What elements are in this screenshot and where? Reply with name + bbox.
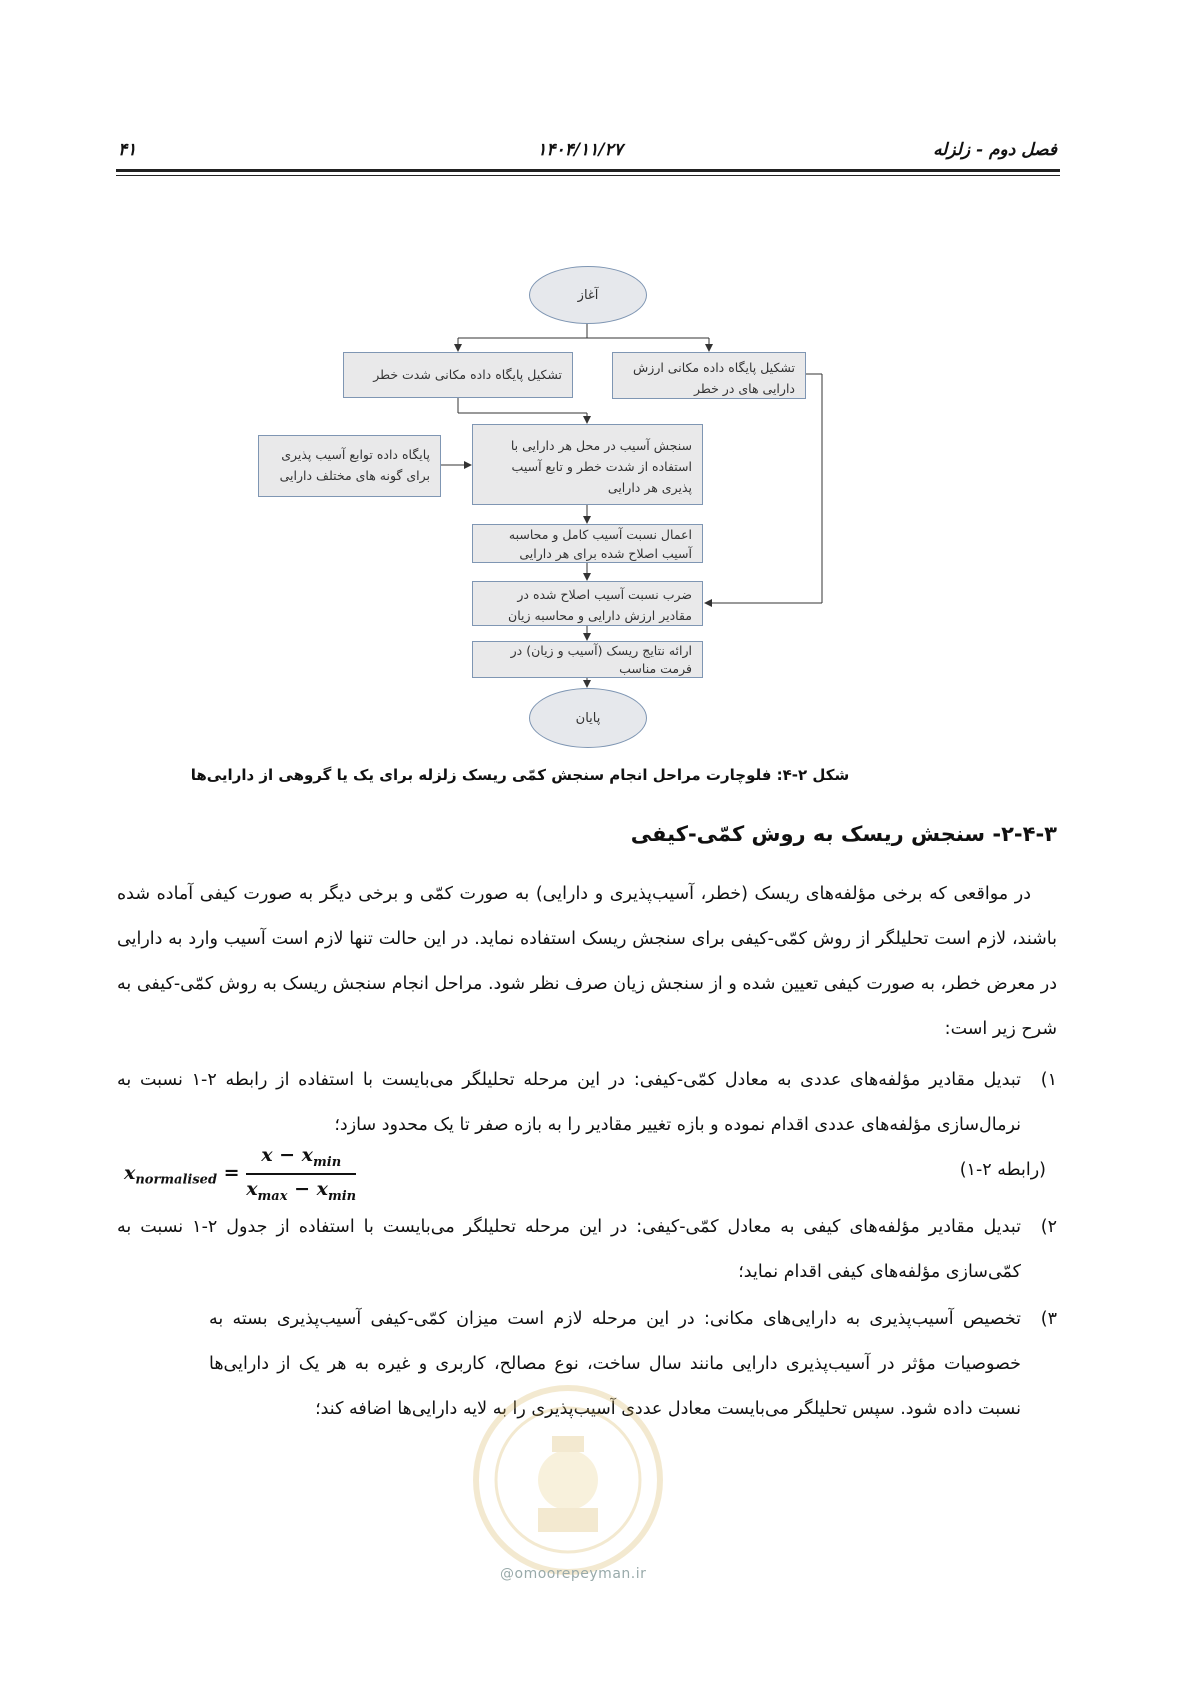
equation-label: (رابطه ۲-۱) [959,1160,1046,1180]
normalisation-formula [124,1144,356,1204]
formula-lhs-var: x [124,1161,136,1184]
formula-den-var: x [246,1177,258,1200]
flow-hazard-db [343,352,573,398]
formula-num-var: x − x [261,1144,313,1166]
figure-caption: شکل ۲-۴: فلوچارت مراحل انجام سنجش کمّی ریسک زلزله برای یک یا گروهی از دارایی‌ها [190,766,850,784]
flow-end-label: پایان [575,710,601,726]
intro-paragraph: در مواقعی که برخی مؤلفه‌های ریسک (خطر، آسیب‌پذیری و دارایی) به صورت کمّی و برخی دیگر به صورت کیفی آماده شده باشند، لازم است تحلیلگر از روش کمّی-کیفی برای سنجش ریسک استفاده نماید. در این حالت تنها لازم است آسیب وارد به دارایی در معرض خطر، به صورت کیفی تعیین شده و از سنجش زیان صرف نظر شود. مراحل انجام سنجش ریسک به روش کمّی-کیفی به شرح زیر است: [117,884,1057,1039]
flow-end [529,688,647,748]
flow-start-label: آغاز [577,287,599,303]
chapter-title: فصل دوم - زلزله [933,140,1057,160]
formula-equals: = [223,1161,240,1184]
flow-damage-assessment-label: سنجش آسیب در محل هر دارایی با استفاده از شدت خطر و تابع آسیب پذیری هر دارایی [510,438,692,495]
flow-asset-db-label: تشکیل پایگاه داده مکانی ارزش دارایی های در خطر [633,360,795,396]
formula-fraction [246,1144,356,1204]
formula-den-sub1: max [257,1188,288,1204]
list-item-number: ۲) [1040,1217,1057,1237]
flow-vulnerability-db [258,435,441,497]
flow-multiply-loss [472,581,703,626]
flow-multiply-loss-label: ضرب نسبت آسیب اصلاح شده در مقادیر ارزش دارایی و محاسبه زیان [508,587,692,623]
flow-asset-db [612,352,806,399]
flow-damage-assessment [472,424,703,505]
flow-start [529,266,647,324]
watermark-seal-logo [468,1380,668,1580]
list-item: تخصیص آسیب‌پذیری به دارایی‌های مکانی: در این مرحله لازم است میزان کمّی-کیفی آسیب‌پذیری بسته به خصوصیات مؤثر در آسیب‌پذیری دارایی مانند سال ساخت، نوع مصالح، کاربری و غیره به هر یک از دارایی‌ها نسبت داده شود. سپس تحلیلگر می‌بایست معادل عددی آسیب‌پذیری را به لایه دارایی‌ها اضافه کند؛ [209,1309,1021,1419]
flow-apply-ratio-label: اعمال نسبت آسیب کامل و محاسبه آسیب اصلاح شده برای هر دارایی [508,527,692,561]
flowchart-connectors [0,0,1191,800]
list-item-number: ۳) [1040,1309,1057,1329]
list-item: تبدیل مقادیر مؤلفه‌های عددی به معادل کمّی-کیفی: در این مرحله تحلیلگر می‌بایست با استفاده از رابطه ۲-۱ نسبت به نرمال‌سازی مؤلفه‌های عددی اقدام نموده و بازه تغییر مقادیر را به بازه صفر تا یک محدود سازد؛ [117,1070,1021,1135]
formula-den-mid: − x [287,1177,328,1200]
formula-num-sub: min [313,1154,342,1170]
flow-vulnerability-db-label: پایگاه داده توابع آسیب پذیری برای گونه های مختلف دارایی [279,447,430,483]
flow-present-results [472,641,703,678]
flow-present-results-label: ارائه نتایج ریسک (آسیب و زیان) در فرمت مناسب [510,643,692,676]
list-item-number: ۱) [1040,1070,1057,1090]
formula-den-sub2: min [327,1188,357,1204]
section-title: ۲-۴-۳- سنجش ریسک به روش کمّی-کیفی [630,822,1057,846]
formula-lhs-sub: normalised [135,1172,218,1188]
flow-hazard-db-label: تشکیل پایگاه داده مکانی شدت خطر [373,367,562,382]
flow-apply-ratio [472,524,703,563]
header-date: ۱۴۰۴/۱۱/۲۷ [537,140,623,160]
page-number: ۴۱ [118,140,137,160]
watermark-url: @omoorepeyman.ir [500,1566,647,1582]
list-item: تبدیل مقادیر مؤلفه‌های کیفی به معادل کمّی-کیفی: در این مرحله تحلیلگر می‌بایست با استفاده از جدول ۲-۱ نسبت به کمّی‌سازی مؤلفه‌های کیفی اقدام نماید؛ [117,1217,1022,1282]
